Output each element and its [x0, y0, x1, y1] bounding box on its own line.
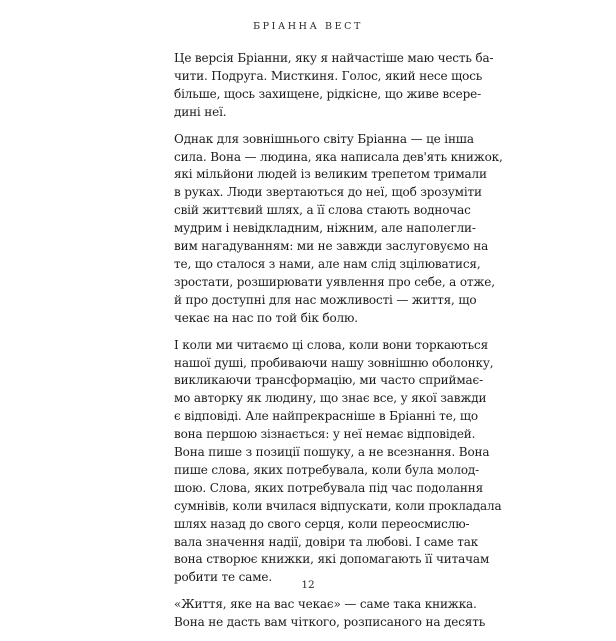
- text-line: й про доступні для нас можливості — життя, що: [174, 292, 477, 307]
- text-line: в руках. Люди звертаються до неї, щоб зрозуміти: [174, 185, 482, 200]
- paragraph-3: [174, 337, 502, 588]
- text-line: свій життєвий шлях, а її слова стають водночас: [174, 203, 471, 218]
- body-text: [174, 50, 503, 641]
- text-line: вим нагадуванням: ми не завжди заслуговуємо на: [174, 239, 489, 254]
- text-line: мо авторку як людину, що знає все, у якої завжди: [174, 391, 487, 406]
- text-line: Однак для зовнішнього світу Бріанна — це інша: [174, 131, 474, 146]
- text-line: Вона не дасть вам чіткого, розписаного на десять: [174, 615, 486, 630]
- page-number: 12: [301, 579, 315, 591]
- text-line: нашої душі, пробиваючи нашу зовнішню оболонку,: [174, 355, 494, 370]
- text-line: більше, щось захищене, рідкісне, що живе всере-: [174, 86, 481, 101]
- text-line: чекає на нас по той бік болю.: [174, 310, 358, 325]
- text-line: Це версія Бріанни, яку я найчастіше маю честь ба-: [174, 51, 494, 65]
- text-line: зростати, розширювати уявлення про себе, а отже,: [174, 274, 495, 289]
- text-line: які мільйони людей із великим трепетом тримали: [174, 167, 487, 182]
- text-line: мудрим і невідкладним, ніжним, але наполегли-: [174, 221, 476, 236]
- text-line: Вона пише з позиції пошуку, а не всезнання. Вона: [174, 445, 490, 460]
- paragraph-4: [174, 596, 486, 632]
- text-line: є відповіді. Але найпрекрасніше в Бріанні те, що: [174, 409, 478, 424]
- running-head: БРІАННА ВЕСТ: [253, 21, 363, 32]
- text-line: те, що сталося з нами, але нам слід зцілюватися,: [174, 256, 481, 271]
- text-line: робити те саме.: [174, 570, 273, 585]
- text-line: шлях назад до свого серця, коли переосмислю-: [174, 516, 470, 531]
- text-line: вала значення надії, довіри та любові. І саме так: [174, 534, 479, 549]
- text-line: шою. Слова, яких потребувала під час подолання: [174, 480, 484, 495]
- text-line: пише слова, яких потребувала, коли була молод-: [174, 462, 480, 477]
- text-line: «Життя, яке на вас чекає» — саме така книжка.: [174, 597, 477, 612]
- text-line: І коли ми читаємо ці слова, коли вони торкаються: [174, 337, 489, 352]
- paragraph-2: [174, 131, 503, 328]
- text-line: викликаючи трансформацію, ми часто сприймає-: [174, 373, 484, 388]
- paragraph-1: [174, 50, 494, 122]
- text-line: вона першою зізнається: у неї немає відповідей.: [174, 427, 476, 442]
- text-line: чити. Подруга. Мисткиня. Голос, який несе щось: [174, 68, 483, 83]
- text-line: вона створює книжки, які допомагають її читачам: [174, 552, 490, 567]
- text-line: дині неї.: [174, 104, 227, 119]
- text-line: сила. Вона — людина, яка написала дев'ять книжок,: [174, 149, 503, 164]
- text-line: сумнівів, коли вчилася відпускати, коли прокладала: [174, 498, 502, 513]
